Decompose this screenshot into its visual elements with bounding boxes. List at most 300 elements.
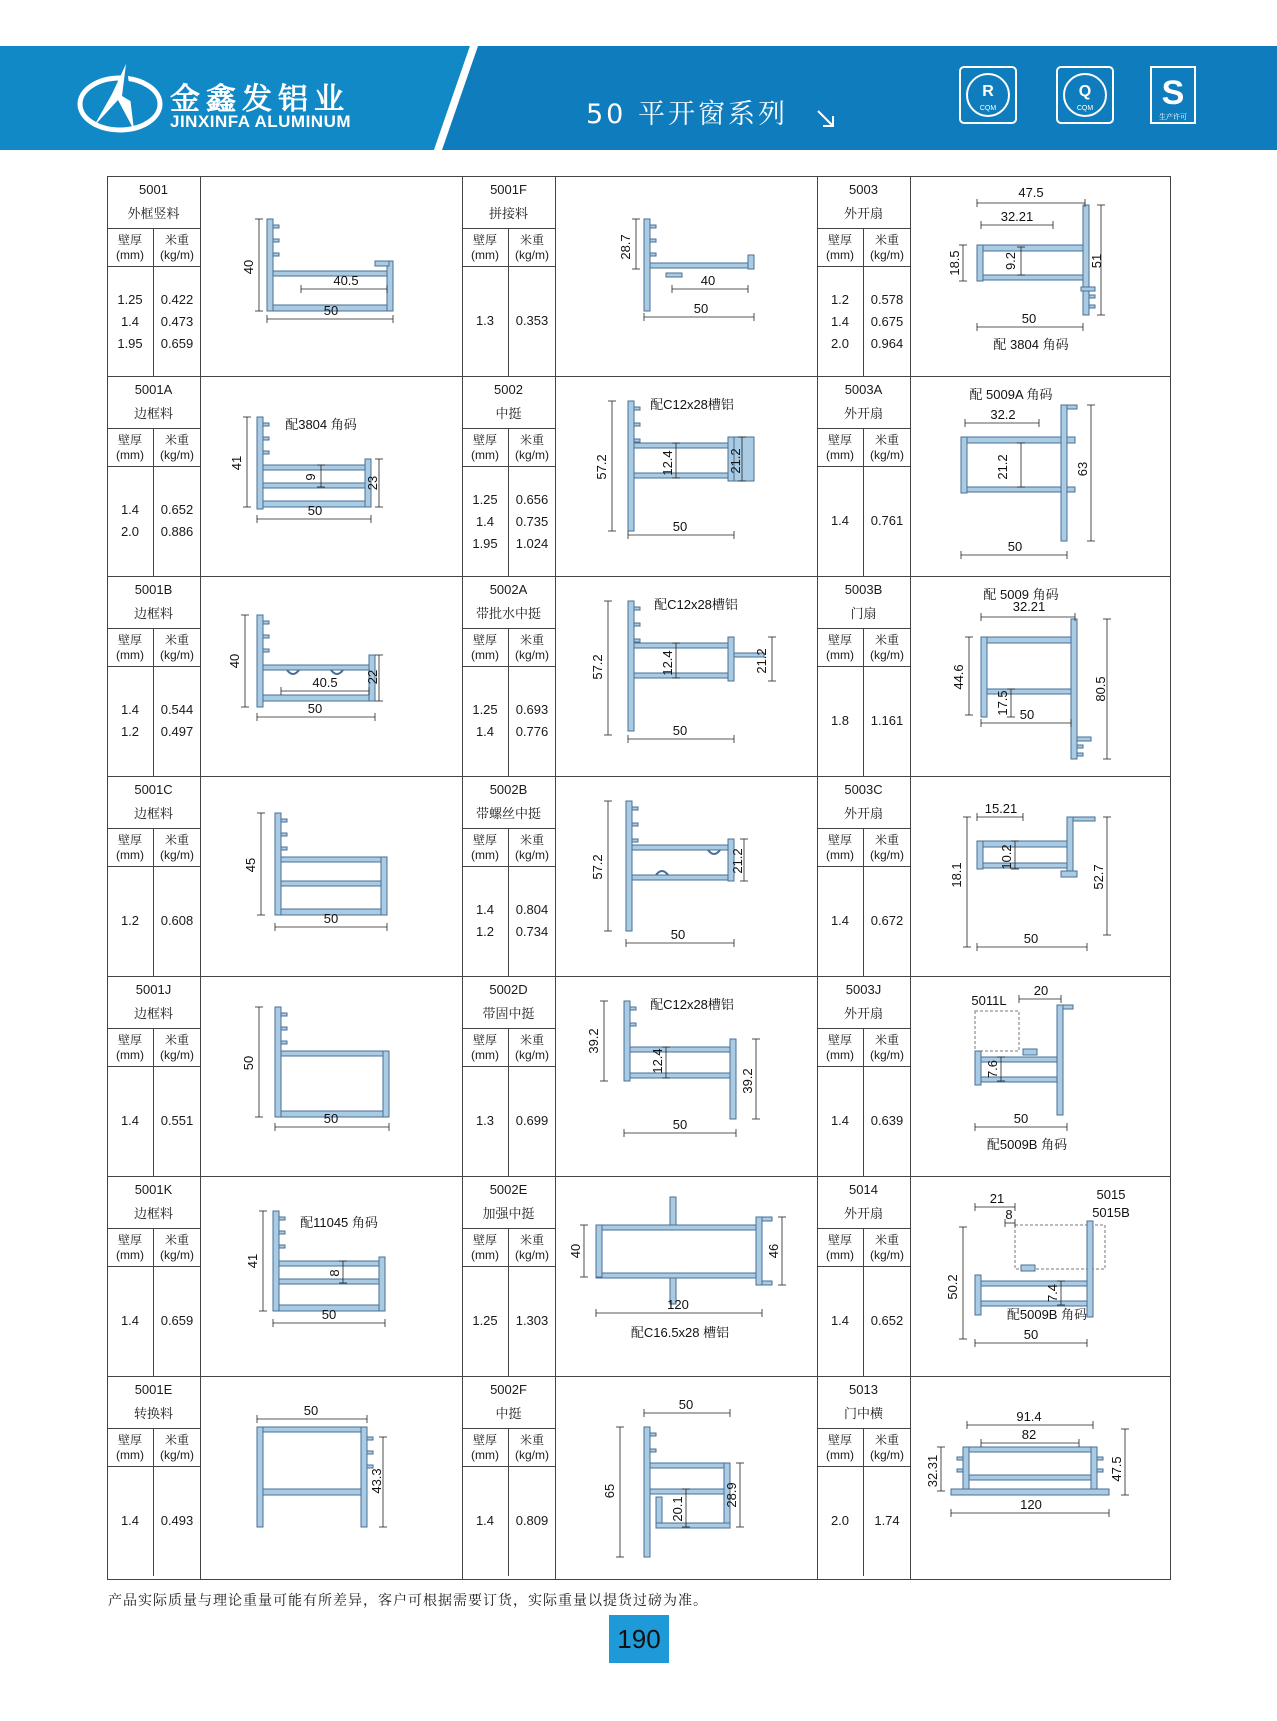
profile-name: 边框料 [133, 1007, 173, 1022]
dimension-label: 32.2 [990, 407, 1016, 422]
weight-header: 米重 (kg/m) [870, 1033, 904, 1062]
wall-thickness-value: 1.2 [120, 913, 140, 928]
profile-cell [462, 1376, 817, 1576]
profile-wall [1087, 1221, 1093, 1317]
profile-wall [273, 225, 279, 228]
profile-cell [462, 176, 817, 376]
profile-wall [1063, 1005, 1073, 1009]
accessory-caption: 配C12x28槽铝 [650, 997, 734, 1012]
profile-wall [748, 255, 754, 269]
weight-header: 米重 (kg/m) [160, 1033, 194, 1062]
profile-wall [361, 1427, 367, 1527]
meter-weight-value: 0.693 [515, 702, 549, 717]
series-title: 50 平开窗系列 [586, 99, 788, 130]
profile-wall [1091, 1447, 1097, 1491]
profile-wall [634, 623, 640, 626]
dimension-label: 50 [307, 701, 323, 716]
dimension-label: 32.21 [1000, 209, 1034, 224]
profile-wall [263, 649, 269, 652]
dimension-label: 32.31 [925, 1454, 940, 1488]
dimension-label: 57.2 [590, 654, 605, 680]
wall-thickness-value: 1.8 [830, 713, 850, 728]
profile-wall [634, 473, 734, 478]
weight-header: 米重 (kg/m) [160, 1233, 194, 1262]
dimension-label: 50 [672, 519, 688, 534]
profile-wall [975, 1051, 981, 1085]
meter-weight-value: 0.652 [160, 502, 194, 517]
profile-code: 5001E [134, 1382, 173, 1397]
profile-wall [626, 801, 632, 931]
profile-wall [1067, 405, 1077, 409]
meter-weight-value: 0.473 [160, 314, 194, 329]
brand-name-en: JINXINFA ALUMINUM [170, 112, 352, 131]
profile-wall [281, 1041, 287, 1044]
profile-wall [263, 635, 269, 638]
dimension-label: 50 [1019, 707, 1035, 722]
profile-wall [650, 253, 656, 256]
profile-wall [596, 1225, 602, 1277]
profile-cell [817, 976, 1172, 1176]
profile-code: 5002 [494, 382, 523, 397]
profile-drawing [201, 577, 461, 775]
profile-wall [1061, 871, 1077, 877]
wall-thickness-value: 1.2 [120, 724, 140, 739]
weight-header: 米重 (kg/m) [160, 833, 194, 862]
accessory-label: 5011L [971, 993, 1007, 1008]
profile-wall [257, 615, 263, 707]
profile-wall [367, 1451, 373, 1454]
profile-wall [981, 245, 1085, 251]
svg-text:S: S [1161, 74, 1185, 112]
profile-wall [263, 621, 269, 624]
weight-header: 米重 (kg/m) [515, 1433, 549, 1462]
thickness-header: 壁厚 (mm) [116, 833, 144, 862]
meter-weight-value: 0.608 [160, 913, 194, 928]
profile-code: 5001B [134, 582, 173, 597]
dimension-label: 43.3 [369, 1468, 384, 1494]
profile-wall [632, 807, 638, 810]
profile-wall [975, 1275, 981, 1315]
profile-wall [628, 401, 634, 531]
meter-weight-value: 0.659 [160, 1313, 194, 1328]
profile-wall [762, 1217, 772, 1221]
profile-wall [981, 275, 1085, 280]
dimension-label: 15.21 [984, 801, 1018, 816]
profile-wall [387, 261, 393, 311]
profile-code: 5002B [489, 782, 528, 797]
cert-label: CQM [1076, 105, 1094, 112]
profile-wall [367, 1465, 373, 1468]
cert-q-icon [1056, 66, 1114, 124]
dashed-glazing-bead [975, 1011, 1019, 1051]
profile-wall [379, 1257, 385, 1311]
profile-wall [281, 1013, 287, 1016]
dimension-label: 50 [307, 503, 323, 518]
meter-weight-value: 0.804 [515, 902, 549, 917]
profile-name: 拼接料 [488, 207, 528, 222]
profile-drawing [911, 777, 1171, 975]
profile-wall [281, 847, 287, 850]
profile-wall [632, 875, 732, 880]
dimension-label: 39.2 [586, 1028, 601, 1054]
dimension-label: 52.7 [1091, 864, 1106, 890]
wall-thickness-value: 1.25 [472, 702, 498, 717]
dimension-label: 18.5 [947, 250, 962, 276]
wall-thickness-value: 1.4 [120, 314, 140, 329]
profile-wall [1077, 737, 1091, 741]
dimension-label: 21.2 [730, 848, 745, 874]
profile-wall [967, 1447, 1093, 1452]
profile-wall [1021, 1265, 1035, 1271]
meter-weight-value: 0.776 [515, 724, 549, 739]
dimension-label: 12.4 [660, 450, 675, 476]
profile-cell [817, 1176, 1172, 1376]
profile-cell [107, 1176, 462, 1376]
profile-wall [961, 437, 967, 493]
dimension-label: 40.5 [333, 273, 359, 288]
profile-code: 5003J [845, 982, 882, 997]
profile-drawing [911, 177, 1171, 375]
wall-thickness-value: 1.4 [475, 724, 495, 739]
weight-header: 米重 (kg/m) [515, 1033, 549, 1062]
accessory-caption: 配 5009A 角码 [969, 387, 1053, 402]
profile-wall [1073, 817, 1095, 821]
profile-wall [977, 245, 983, 281]
weight-header: 米重 (kg/m) [515, 633, 549, 662]
meter-weight-value: 0.964 [870, 336, 904, 351]
profile-code: 5002A [489, 582, 528, 597]
weight-header: 米重 (kg/m) [515, 833, 549, 862]
meter-weight-value: 0.675 [870, 314, 904, 329]
dimension-label: 50 [1023, 1327, 1039, 1342]
profile-drawing [556, 577, 816, 775]
svg-text:Q: Q [1078, 83, 1092, 100]
dimension-label: 91.4 [1016, 1409, 1042, 1424]
profile-wall [624, 1001, 630, 1081]
screw-slot [287, 670, 343, 674]
dimension-label: 50 [1013, 1111, 1029, 1126]
profile-wall [275, 813, 281, 915]
dimension-label: 120 [667, 1297, 689, 1312]
dimension-label: 50.2 [945, 1274, 960, 1300]
wall-thickness-value: 1.25 [117, 292, 143, 307]
profile-wall [273, 239, 279, 242]
meter-weight-value: 0.809 [515, 1513, 549, 1528]
accessory-label: 5015B [1092, 1205, 1130, 1220]
meter-weight-value: 0.422 [160, 292, 194, 307]
accessory-caption: 配C12x28槽铝 [650, 397, 734, 412]
profile-code: 5003 [849, 182, 878, 197]
wall-thickness-value: 1.4 [830, 913, 850, 928]
dimension-label: 50 [321, 1307, 337, 1322]
profile-wall [957, 1457, 963, 1460]
profile-drawing [201, 777, 461, 975]
dimension-label: 50 [693, 301, 709, 316]
profile-wall [257, 417, 263, 509]
profile-wall [630, 1023, 636, 1026]
profile-wall [965, 487, 1075, 492]
profile-wall [965, 437, 1075, 443]
profile-wall [1089, 305, 1095, 308]
profile-wall [1097, 1457, 1103, 1460]
profile-wall [951, 1489, 1109, 1495]
wall-thickness-value: 1.4 [830, 314, 850, 329]
dimension-label: 47.5 [1109, 1456, 1124, 1482]
profile-wall [634, 443, 734, 448]
meter-weight-value: 0.656 [515, 492, 549, 507]
thickness-header: 壁厚 (mm) [471, 833, 499, 862]
profile-name: 边框料 [133, 607, 173, 622]
meter-weight-value: 0.699 [515, 1113, 549, 1128]
dimension-label: 50 [672, 723, 688, 738]
thickness-header: 壁厚 (mm) [826, 833, 854, 862]
profile-cell [817, 576, 1172, 776]
weight-header: 米重 (kg/m) [870, 633, 904, 662]
wall-thickness-value: 1.3 [475, 1113, 495, 1128]
wall-thickness-value: 1.4 [830, 1113, 850, 1128]
profile-drawing [911, 1177, 1171, 1375]
profile-code: 5001 [139, 182, 168, 197]
meter-weight-value: 1.74 [874, 1513, 900, 1528]
profile-name: 边框料 [133, 1207, 173, 1222]
accessory-caption: 配5009B 角码 [986, 1137, 1068, 1152]
accessory-label: 5015 [1096, 1187, 1126, 1202]
dimension-label: 57.2 [594, 454, 609, 480]
profile-wall [967, 1475, 1093, 1480]
thickness-header: 壁厚 (mm) [471, 433, 499, 462]
profile-wall [1023, 1049, 1037, 1055]
dimension-label: 50 [303, 1403, 319, 1418]
wall-thickness-value: 1.25 [472, 1313, 498, 1328]
meter-weight-value: 0.544 [160, 702, 194, 717]
dimension-label: 10.2 [999, 844, 1014, 870]
profile-wall [981, 637, 987, 717]
profile-wall [670, 1197, 676, 1225]
profile-wall [630, 1047, 734, 1052]
dimension-label: 40 [241, 259, 256, 275]
profile-wall [281, 1027, 287, 1030]
profile-cell [462, 976, 817, 1176]
profile-code: 5001F [490, 182, 527, 197]
dimension-label: 12.4 [660, 650, 675, 676]
profile-cell [462, 576, 817, 776]
profile-wall [273, 271, 391, 276]
cert-qs-icon [1150, 66, 1196, 124]
cert-label: CQM [979, 105, 997, 112]
dimension-label: 120 [1020, 1497, 1042, 1512]
profile-wall [644, 1427, 650, 1557]
wall-thickness-value: 1.95 [472, 536, 498, 551]
meter-weight-value: 0.497 [160, 724, 194, 739]
profile-drawing [201, 377, 461, 575]
profile-wall [596, 1273, 762, 1278]
dimension-label: 50 [323, 303, 339, 318]
profile-wall [375, 261, 389, 266]
dimension-label: 39.2 [740, 1068, 755, 1094]
profile-wall [1061, 405, 1067, 541]
profile-wall [381, 857, 387, 915]
profile-wall [1067, 817, 1073, 877]
dimension-label: 65 [602, 1483, 617, 1499]
profile-drawing [201, 977, 461, 1175]
wall-thickness-value: 1.25 [472, 492, 498, 507]
cert-r-icon [959, 66, 1017, 124]
weight-header: 米重 (kg/m) [515, 433, 549, 462]
profile-name: 带固中挺 [482, 1007, 535, 1022]
profile-wall [644, 219, 650, 311]
thickness-header: 壁厚 (mm) [826, 633, 854, 662]
dimension-label: 41 [245, 1253, 260, 1269]
dimension-label: 50 [241, 1055, 256, 1071]
weight-header: 米重 (kg/m) [870, 1233, 904, 1262]
profile-wall [1081, 287, 1095, 291]
dimension-label: 21.2 [754, 648, 769, 674]
profile-wall [281, 857, 385, 862]
profile-wall [977, 841, 983, 869]
dimension-label: 50 [1007, 539, 1023, 554]
profile-wall [762, 1281, 772, 1285]
profile-wall [383, 1051, 389, 1117]
profile-wall [273, 1211, 279, 1311]
profile-wall [650, 239, 656, 242]
profile-wall [279, 1245, 285, 1248]
profile-name: 边框料 [133, 807, 173, 822]
profile-wall [656, 1497, 662, 1525]
dimension-label: 40 [227, 653, 242, 669]
profile-code: 5001C [134, 782, 173, 797]
profile-cell [817, 1376, 1172, 1576]
profile-wall [632, 823, 638, 826]
profile-wall [1077, 753, 1083, 756]
page-number: 190 [609, 1615, 669, 1663]
profile-drawing [556, 1377, 816, 1575]
thickness-header: 壁厚 (mm) [471, 1433, 499, 1462]
dimension-label: 80.5 [1093, 676, 1108, 702]
accessory-caption: 配11045 角码 [300, 1215, 378, 1230]
weight-header: 米重 (kg/m) [160, 433, 194, 462]
profile-wall [628, 601, 634, 731]
profile-wall [634, 423, 640, 426]
profile-code: 5013 [849, 1382, 878, 1397]
profile-wall [634, 673, 734, 678]
wall-thickness-value: 1.4 [475, 1513, 495, 1528]
profile-cell [107, 376, 462, 576]
thickness-header: 壁厚 (mm) [116, 233, 144, 262]
thickness-header: 壁厚 (mm) [826, 433, 854, 462]
svg-text:R: R [982, 83, 994, 100]
wall-thickness-value: 1.4 [120, 1313, 140, 1328]
profile-wall [279, 1279, 383, 1284]
profile-wall [630, 1073, 734, 1078]
dimension-label: 40 [700, 273, 716, 288]
accessory-caption: 配3804 角码 [285, 417, 357, 432]
profile-name: 外开扇 [843, 207, 883, 222]
profile-wall [1071, 619, 1077, 759]
weight-header: 米重 (kg/m) [160, 233, 194, 262]
thickness-header: 壁厚 (mm) [826, 1233, 854, 1262]
dimension-label: 9 [303, 473, 318, 481]
weight-header: 米重 (kg/m) [870, 1433, 904, 1462]
profile-wall [263, 423, 269, 426]
profile-wall [267, 219, 273, 311]
dimension-label: 20.1 [670, 1496, 685, 1522]
meter-weight-value: 0.353 [515, 313, 549, 328]
thickness-header: 壁厚 (mm) [471, 633, 499, 662]
dimension-label: 51 [1089, 253, 1104, 269]
profile-cell [462, 776, 817, 976]
profile-name: 外开扇 [843, 407, 883, 422]
dimension-label: 21.2 [995, 454, 1010, 480]
profile-code: 5001A [134, 382, 173, 397]
dimension-label: 50 [323, 911, 339, 926]
profile-grid [107, 176, 1171, 1580]
profile-name: 门中横 [843, 1407, 883, 1422]
dimension-label: 12.4 [650, 1048, 665, 1074]
profile-wall [279, 1261, 383, 1266]
weight-header: 米重 (kg/m) [160, 633, 194, 662]
accessory-caption: 配 5009 角码 [983, 587, 1059, 602]
profile-wall [263, 1489, 367, 1495]
profile-code: 5001J [135, 982, 172, 997]
meter-weight-value: 1.024 [515, 536, 549, 551]
profile-wall [756, 1217, 762, 1285]
profile-name: 边框料 [133, 407, 173, 422]
profile-name: 中挺 [495, 1407, 522, 1422]
profile-code: 5003A [844, 382, 883, 397]
weight-header: 米重 (kg/m) [515, 233, 549, 262]
profile-wall [650, 1449, 656, 1452]
meter-weight-value: 0.639 [870, 1113, 904, 1128]
profile-wall [263, 483, 369, 488]
dimension-label: 7.4 [1045, 1283, 1060, 1303]
dimension-label: 50 [678, 1397, 694, 1412]
dimension-label: 18.1 [949, 862, 964, 888]
profile-code: 5014 [849, 1182, 878, 1197]
profile-drawing [201, 1177, 461, 1375]
profile-wall [957, 1469, 963, 1472]
profile-cell [107, 176, 462, 376]
profile-code: 5001K [134, 1182, 173, 1197]
profile-code: 5003B [844, 582, 883, 597]
dimension-label: 8 [327, 1269, 342, 1277]
thickness-header: 壁厚 (mm) [116, 433, 144, 462]
profile-name: 外开扇 [843, 807, 883, 822]
profile-wall [1097, 1469, 1103, 1472]
weight-header: 米重 (kg/m) [160, 1433, 194, 1462]
wall-thickness-value: 1.4 [830, 1313, 850, 1328]
wall-thickness-value: 1.4 [120, 1113, 140, 1128]
dimension-label: 46 [766, 1243, 781, 1259]
meter-weight-value: 0.493 [160, 1513, 194, 1528]
thickness-header: 壁厚 (mm) [826, 1033, 854, 1062]
profile-wall [281, 881, 385, 886]
profile-drawing [556, 377, 816, 575]
dimension-label: 23 [365, 475, 380, 491]
profile-wall [596, 1225, 762, 1230]
profile-cell [107, 576, 462, 776]
wall-thickness-value: 1.2 [475, 924, 495, 939]
dimension-label: 28.9 [724, 1482, 739, 1508]
thickness-header: 壁厚 (mm) [471, 233, 499, 262]
brand-name-cn: 金鑫发铝业 [170, 82, 350, 117]
meter-weight-value: 0.761 [870, 513, 904, 528]
wall-thickness-value: 1.95 [117, 336, 143, 351]
profile-wall [632, 839, 638, 842]
dimension-label: 50 [672, 1117, 688, 1132]
profile-code: 5002D [489, 982, 528, 997]
thickness-header: 壁厚 (mm) [471, 1033, 499, 1062]
profile-wall [634, 407, 640, 410]
